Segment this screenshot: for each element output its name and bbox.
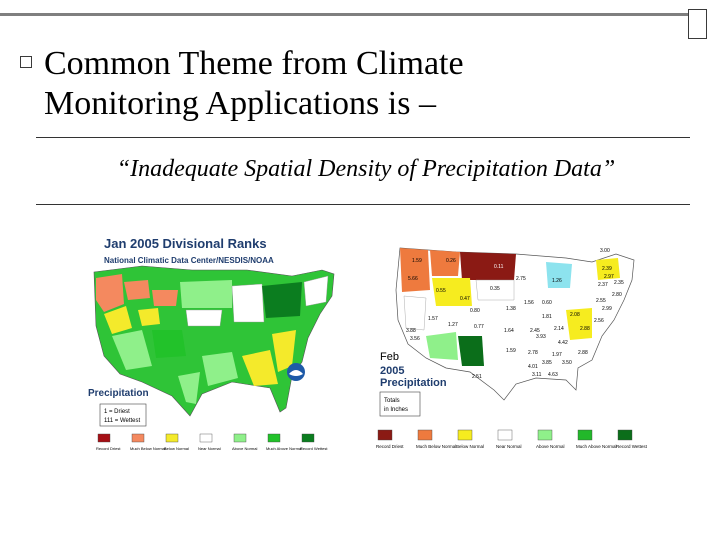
right-legend-label: Much Below Normal: [416, 444, 457, 449]
left-map-section: Precipitation: [88, 388, 149, 399]
region-value: 2.88: [580, 326, 590, 332]
region-value: 2.78: [528, 350, 538, 356]
region-value: 2.75: [516, 276, 526, 282]
region-value: 3.50: [562, 360, 572, 366]
region-value: 2.45: [530, 328, 540, 334]
right-legend-label: Record Driest: [376, 444, 404, 449]
region-value: 1.38: [506, 306, 516, 312]
left-map-key-line1: 1 = Driest: [104, 409, 130, 415]
region-value: 2.56: [594, 318, 604, 324]
right-legend-swatch: [418, 430, 432, 440]
right-legend-label: Record Wettest: [616, 444, 647, 449]
corner-decorative-box: [688, 9, 707, 39]
right-legend-swatch: [458, 430, 472, 440]
region-value: 1.59: [506, 348, 516, 354]
right-legend-swatch: [618, 430, 632, 440]
left-legend-label: Record Wettest: [300, 446, 328, 451]
left-legend-swatch: [98, 434, 110, 442]
slide-title: [44, 44, 694, 124]
left-legend-swatch: [132, 434, 144, 442]
title-line-2: Monitoring Applications is –: [44, 85, 436, 122]
region-value: 0.60: [542, 300, 552, 306]
region-value: 0.26: [446, 258, 456, 264]
right-legend-label: Near Normal: [496, 444, 522, 449]
left-legend-label: Above Normal: [232, 446, 258, 451]
right-map-totals-line1: Totals: [384, 398, 400, 404]
left-map-title: Jan 2005 Divisional Ranks: [104, 236, 267, 251]
right-map-month: Feb: [380, 351, 399, 363]
region-value: 0.11: [494, 264, 504, 270]
region-value: 4.42: [558, 340, 568, 346]
title-line-1: Common Theme from Climate: [44, 45, 464, 82]
region-value: 1.26: [552, 278, 562, 284]
region-value: 3.93: [536, 334, 546, 340]
left-legend-label: Much Below Normal: [130, 446, 166, 451]
region-value: 3.85: [542, 360, 552, 366]
top-decorative-bar: [0, 13, 690, 16]
region-value: 2.35: [614, 280, 624, 286]
title-rule: [36, 137, 690, 138]
slide-subtitle: “Inadequate Spatial Density of Precipitation Data”: [116, 156, 616, 182]
region-value: 1.97: [552, 352, 562, 358]
region-value: 2.14: [554, 326, 564, 332]
region-value: 0.35: [490, 286, 500, 292]
left-legend-label: Record Driest: [96, 446, 121, 451]
region-value: 0.47: [460, 296, 470, 302]
region-value: 1.57: [428, 316, 438, 322]
right-map-section: Precipitation: [380, 377, 447, 389]
subtitle-rule: [36, 204, 690, 205]
left-legend-swatch: [302, 434, 314, 442]
region-value: 2.97: [604, 274, 614, 280]
region-value: 2.08: [570, 312, 580, 318]
left-legend-swatch: [234, 434, 246, 442]
region-value: 2.37: [598, 282, 608, 288]
left-legend-swatch: [166, 434, 178, 442]
region-value: 3.00: [600, 248, 610, 254]
right-map-totals-line2: in Inches: [384, 407, 409, 413]
region-value: 5.66: [408, 276, 418, 282]
region-value: 1.81: [542, 314, 552, 320]
feb-2005-precip-map: [366, 240, 666, 472]
region-value: 2.55: [596, 298, 606, 304]
region-value: 1.27: [448, 322, 458, 328]
region-value: 4.01: [528, 364, 538, 370]
region-value: 2.51: [472, 374, 482, 380]
right-legend-label: Above Normal: [536, 444, 565, 449]
region-value: 3.56: [410, 336, 420, 342]
region-value: 2.99: [602, 306, 612, 312]
left-map-source: National Climatic Data Center/NESDIS/NOAA: [104, 256, 274, 265]
left-legend-swatch: [268, 434, 280, 442]
region-value: 0.77: [474, 324, 484, 330]
region-value: 4.63: [548, 372, 558, 378]
left-legend-label: Near Normal: [198, 446, 221, 451]
left-legend-label: Below Normal: [164, 446, 189, 451]
right-legend-swatch: [578, 430, 592, 440]
jan-2005-rank-map: [82, 226, 354, 466]
left-legend-swatch: [200, 434, 212, 442]
region-value: 2.39: [602, 266, 612, 272]
region-value: 1.64: [504, 328, 514, 334]
right-legend-label: Much Above Normal: [576, 444, 617, 449]
region-value: 3.88: [406, 328, 416, 334]
region-value: 2.88: [578, 350, 588, 356]
right-legend-swatch: [538, 430, 552, 440]
left-map-key-line2: 111 = Wettest: [104, 418, 141, 424]
right-legend-swatch: [498, 430, 512, 440]
region-value: 0.55: [436, 288, 446, 294]
right-map-year: 2005: [380, 365, 405, 377]
region-value: 3.11: [532, 372, 542, 378]
region-value: 2.80: [612, 292, 622, 298]
right-legend-label: Below Normal: [456, 444, 485, 449]
region-value: 1.56: [524, 300, 534, 306]
left-legend-label: Much Above Normal: [266, 446, 303, 451]
bullet-icon: [20, 56, 32, 68]
region-value: 1.59: [412, 258, 422, 264]
right-legend-swatch: [378, 430, 392, 440]
region-value: 0.80: [470, 308, 480, 314]
